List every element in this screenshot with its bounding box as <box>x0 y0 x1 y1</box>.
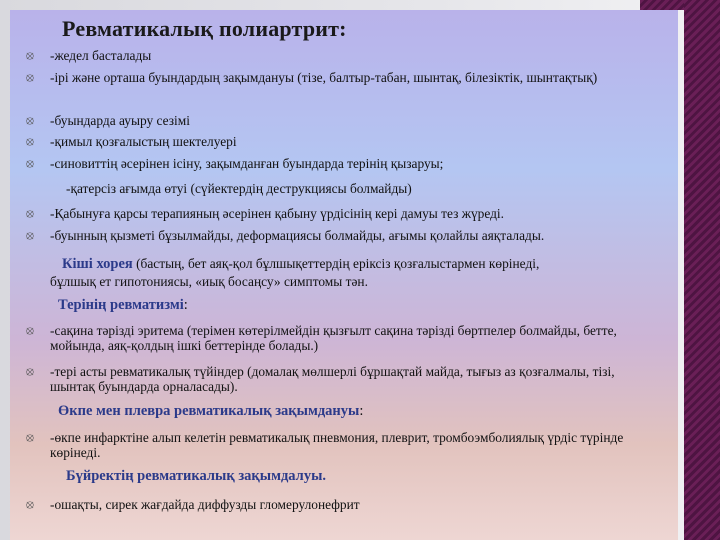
bullet-icon: ⦻ <box>26 430 34 444</box>
bullet-icon: ⦻ <box>26 497 34 511</box>
bullet-icon: ⦻ <box>26 364 34 378</box>
chorea-heading: Кіші хорея <box>62 256 133 272</box>
side-accent-bar <box>684 0 720 540</box>
slide-title: Ревматикалық полиартрит: <box>62 16 347 41</box>
lung-heading: Өкпе мен плевра ревматикалық зақымдануы: <box>58 403 364 419</box>
bullet-icon: ⦻ <box>26 156 34 170</box>
bullet-icon: ⦻ <box>26 48 34 62</box>
bullet-icon: ⦻ <box>26 70 34 84</box>
kidney-heading: Бүйректің ревматикалық зақымдалуы. <box>66 468 327 484</box>
skin-heading: Терінің ревматизмі: <box>58 297 188 313</box>
bullet-icon: ⦻ <box>26 113 34 127</box>
bullet-icon: ⦻ <box>26 206 34 220</box>
bullet-icon: ⦻ <box>26 134 34 148</box>
bullet-icon: ⦻ <box>26 228 34 242</box>
bullet-icon: ⦻ <box>26 323 34 337</box>
